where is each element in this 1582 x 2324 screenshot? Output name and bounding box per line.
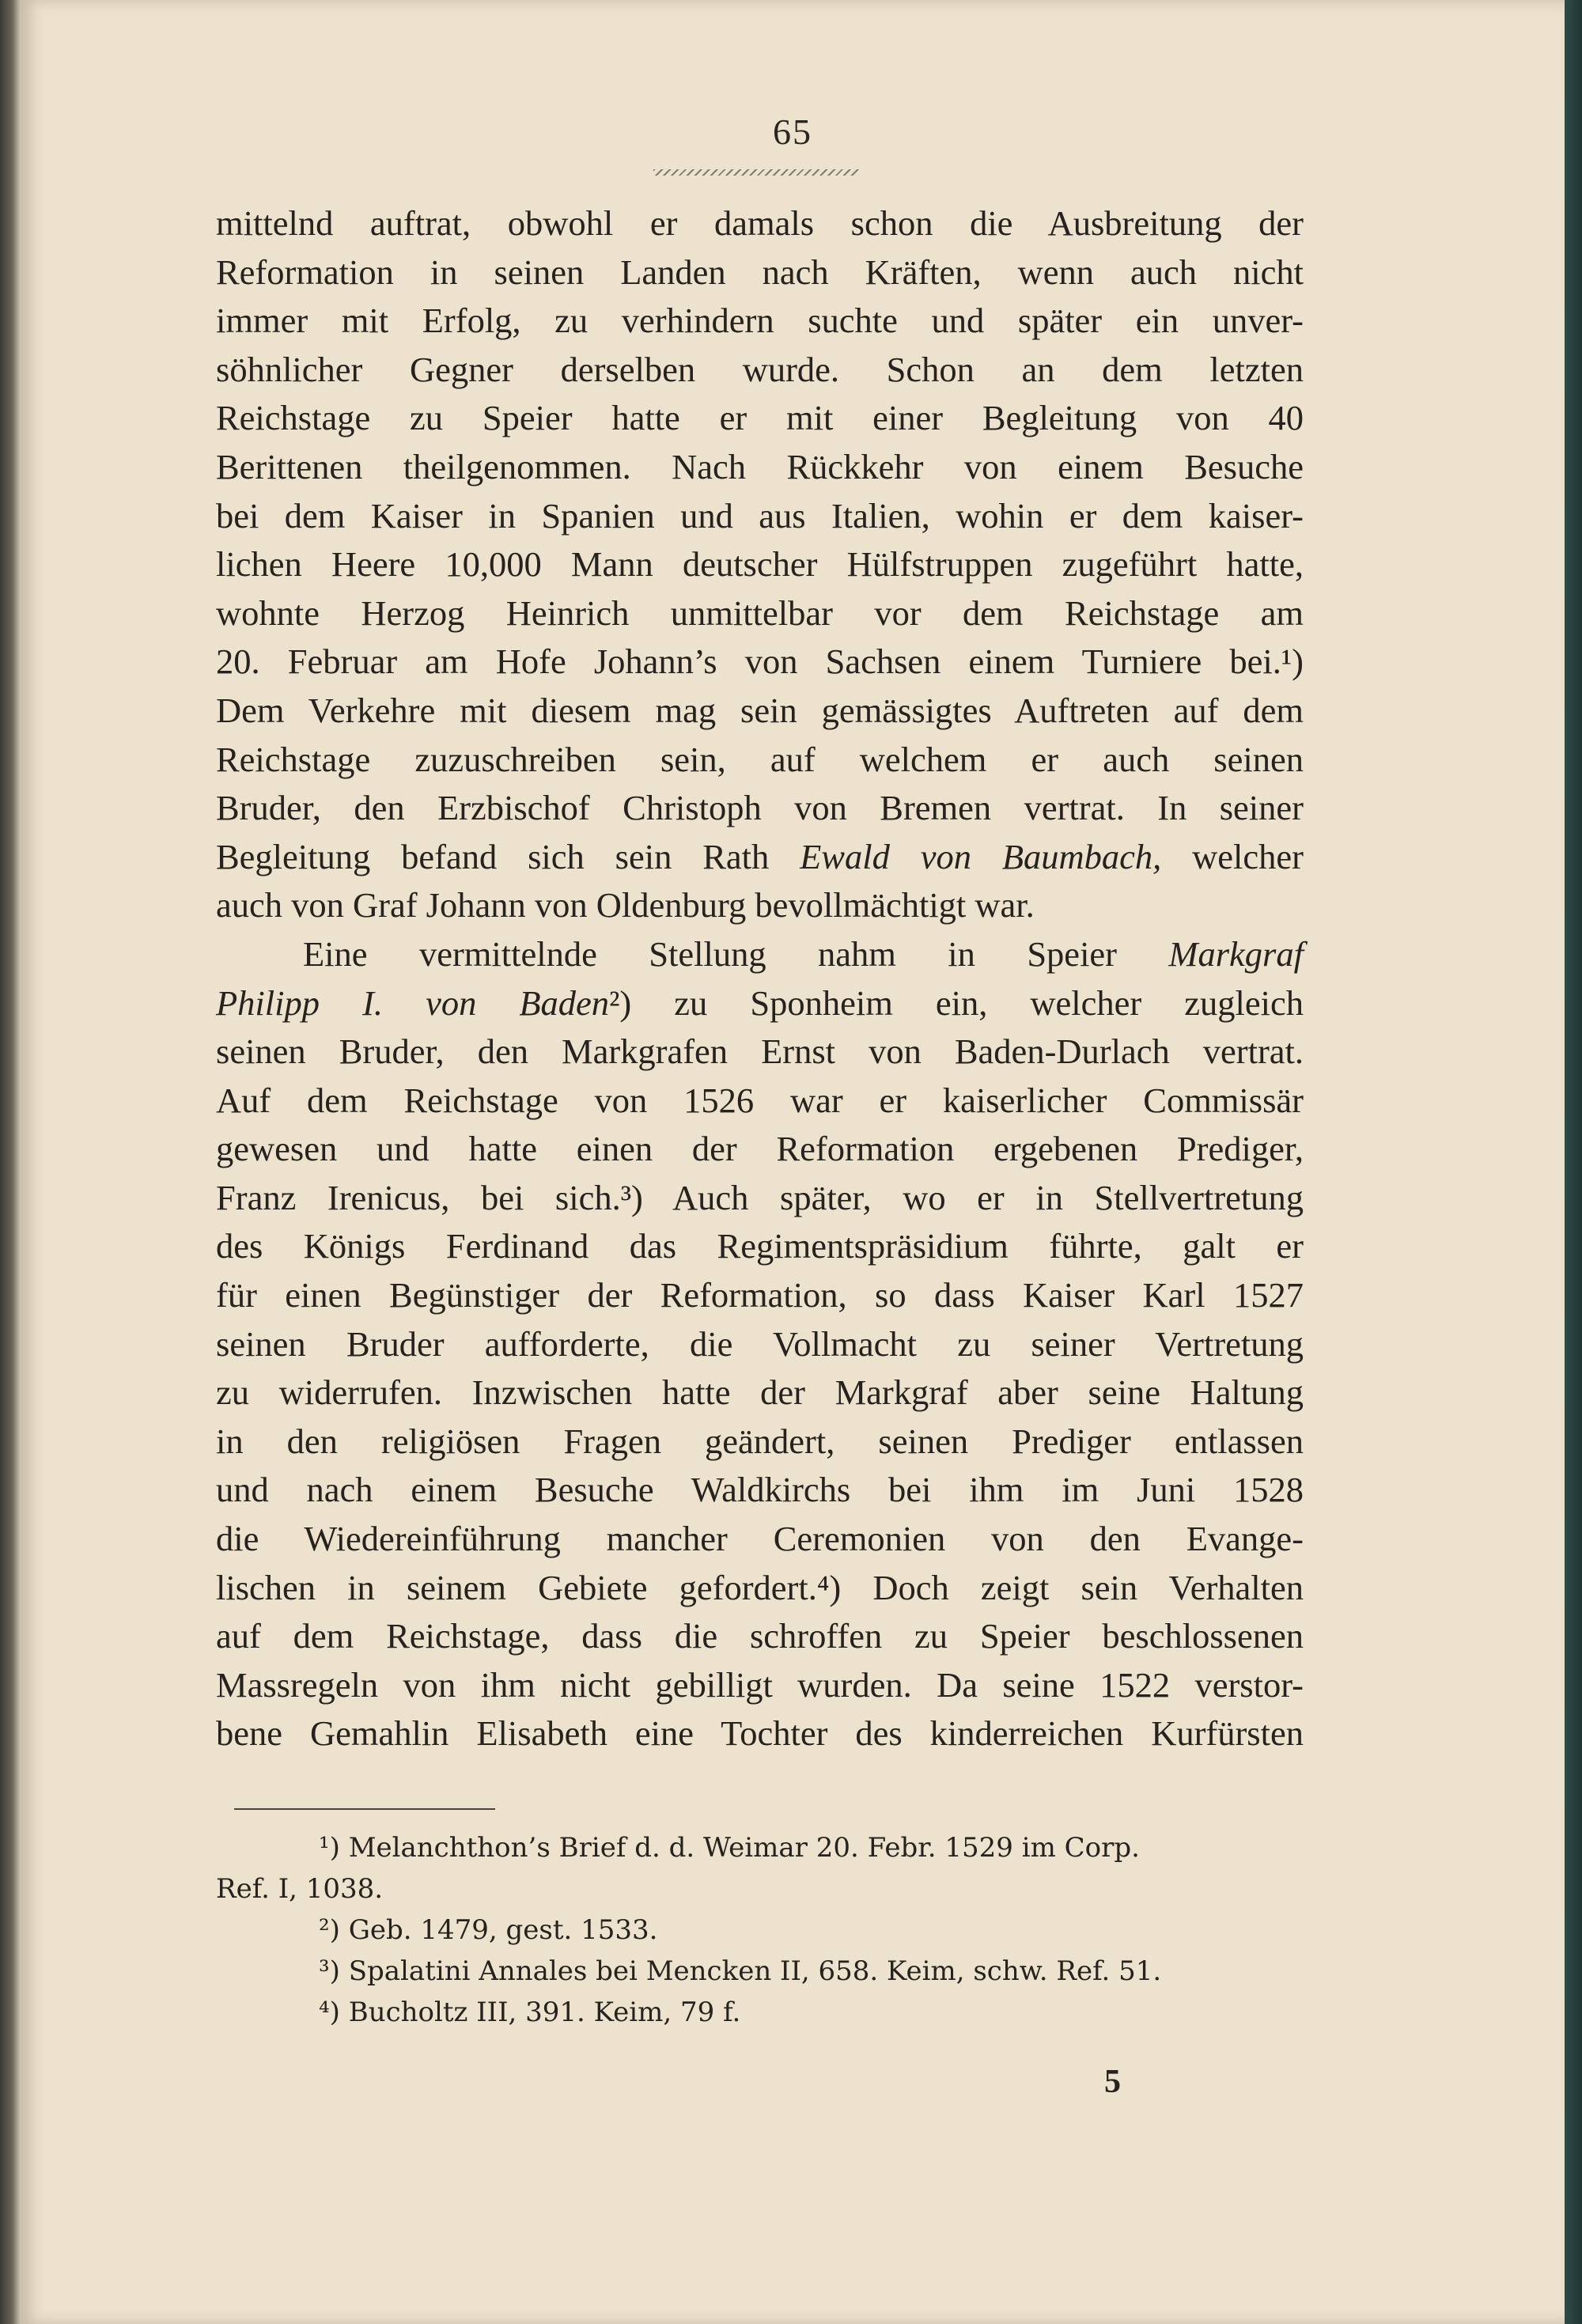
text-line: zu widerrufen. Inzwischen hatte der Markgraf aber seine Haltung — [216, 1372, 1304, 1413]
text-line: söhnlicher Gegner derselben wurde. Schon an dem letzten — [216, 349, 1304, 389]
text-line: auf dem Reichstage, dass die schroffen zu Speier beschlossenen — [216, 1616, 1304, 1656]
italic-name: Ewald von Baumbach, — [800, 836, 1162, 876]
text-line: Auf dem Reichstage von 1526 war er kaiserlicher Commissär — [216, 1080, 1304, 1120]
text-line: immer mit Erfolg, zu verhindern suchte und später ein unver- — [216, 301, 1304, 341]
text-line: und nach einem Besuche Waldkirchs bei ihm im Juni 1528 — [216, 1470, 1304, 1510]
line-text: ²) zu Sponheim ein, welcher zugleich — [609, 982, 1304, 1023]
text-line: des Königs Ferdinand das Regimentspräsidium führte, galt er — [216, 1226, 1304, 1266]
text-line: bei dem Kaiser in Spanien und aus Italien, wohin er dem kaiser- — [216, 495, 1304, 536]
italic-name: Philipp I. von Baden — [216, 982, 610, 1023]
italic-name: Markgraf — [1168, 933, 1304, 974]
text-line: die Wiedereinführung mancher Ceremonien von den Evange- — [216, 1519, 1304, 1559]
page-number-ornament-rule — [653, 169, 859, 176]
paragraph-last-line: auch von Graf Johann von Oldenburg bevollmächtigt war. — [216, 885, 1035, 925]
footnote-4: ⁴) Bucholtz III, 391. Keim, 79 f. — [319, 1997, 741, 2028]
text-line: Reformation in seinen Landen nach Kräften, wenn auch nicht — [216, 252, 1304, 292]
text-line: Berittenen theilgenommen. Nach Rückkehr von einem Besuche — [216, 446, 1304, 486]
text-line: Reichstage zuzuschreiben sein, auf welchem er auch seinen — [216, 739, 1304, 779]
line-text: welcher — [1161, 836, 1304, 876]
line-text: Begleitung befand sich sein Rath — [216, 836, 800, 876]
text-line: lichen Heere 10,000 Mann deutscher Hülfstruppen zugeführt hatte, — [216, 544, 1304, 585]
line-text: Eine vermittelnde Stellung nahm in Speier — [303, 933, 1169, 974]
body-text — [216, 199, 1304, 1758]
text-line: wohnte Herzog Heinrich unmittelbar vor dem Reichstage am — [216, 592, 1304, 633]
book-cover-edge — [1565, 0, 1582, 2324]
text-line-with-name — [216, 833, 1304, 882]
text-line: in den religiösen Fragen geändert, seinen Prediger entlassen — [216, 1421, 1304, 1461]
text-line: seinen Bruder, den Markgrafen Ernst von Baden-Durlach vertrat. — [216, 1031, 1304, 1072]
text-line: Bruder, den Erzbischof Christoph von Bremen vertrat. In seiner — [216, 788, 1304, 828]
signature-mark: 5 — [1104, 2064, 1121, 2100]
footnote-1: ¹) Melanchthon’s Brief d. d. Weimar 20. Febr. 1529 im Corp. — [319, 1832, 1140, 1864]
footnote-1-continuation: Ref. I, 1038. — [216, 1873, 384, 1905]
text-line: Massregeln von ihm nicht gebilligt wurden. Da seine 1522 verstor- — [216, 1664, 1304, 1705]
footnote-2: ²) Geb. 1479, gest. 1533. — [319, 1914, 658, 1946]
text-line-with-name — [216, 979, 1304, 1028]
text-line: bene Gemahlin Elisabeth eine Tochter des kinderreichen Kurfürsten — [216, 1713, 1304, 1754]
text-line: gewesen und hatte einen der Reformation ergebenen Prediger, — [216, 1129, 1304, 1169]
text-line: für einen Begünstiger der Reformation, so dass Kaiser Karl 1527 — [216, 1275, 1304, 1315]
footnote-3: ³) Spalatini Annales bei Mencken II, 658. Keim, schw. Ref. 51. — [319, 1955, 1162, 1987]
text-line: 20. Februar am Hofe Johann’s von Sachsen einem Turniere bei.¹) — [216, 642, 1304, 682]
text-line: lischen in seinem Gebiete gefordert.⁴) Doch zeigt sein Verhalten — [216, 1567, 1304, 1607]
text-line: Dem Verkehre mit diesem mag sein gemässigtes Auftreten auf dem — [216, 690, 1304, 730]
scan-border-left — [0, 0, 21, 2324]
book-page — [21, 0, 1565, 2324]
text-line: Reichstage zu Speier hatte er mit einer Begleitung von 40 — [216, 398, 1304, 438]
text-line: mittelnd auftrat, obwohl er damals schon die Ausbreitung der — [216, 203, 1304, 243]
page-number: 65 — [773, 112, 812, 152]
text-line: Franz Irenicus, bei sich.³) Auch später, wo er in Stellvertretung — [216, 1177, 1304, 1217]
text-line: seinen Bruder aufforderte, die Vollmacht zu seiner Vertretung — [216, 1323, 1304, 1364]
paragraph-first-line — [216, 930, 1304, 979]
footnotes — [216, 1827, 1304, 2033]
footnote-separator — [234, 1808, 495, 1810]
